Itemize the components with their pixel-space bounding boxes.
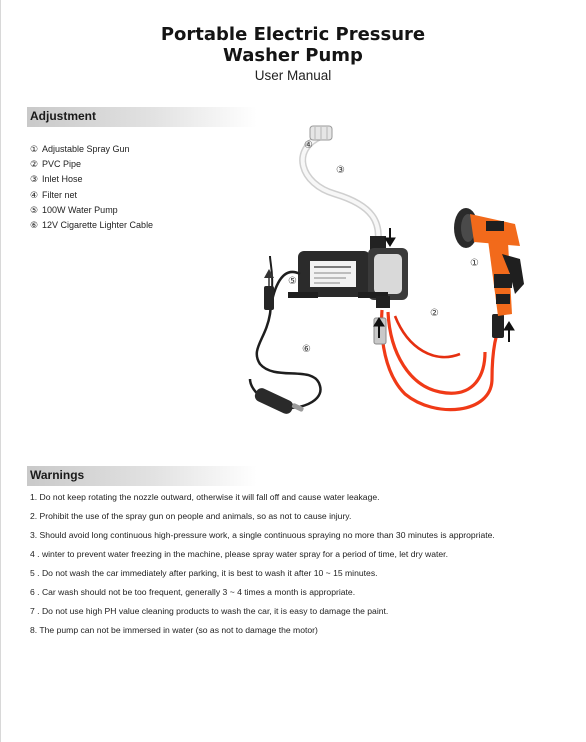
warning-item: 8. The pump can not be immersed in water (so as not to damage the motor) <box>30 625 318 635</box>
part-label: 100W Water Pump <box>42 204 118 215</box>
part-number: ⑤ <box>30 204 39 215</box>
subtitle: User Manual <box>254 68 332 83</box>
part-label: Filter net <box>42 189 78 200</box>
warning-item: 5 . Do not wash the car immediately after parking, it is best to wash it after 10 ~ 15 minutes. <box>30 568 378 578</box>
warnings-list <box>30 488 570 640</box>
part-label: 12V Cigarette Lighter Cable <box>42 220 154 231</box>
inlet-connector <box>370 236 386 250</box>
callout-4: ④ <box>304 140 313 151</box>
warning-item: 4 . winter to prevent water freezing in the machine, please spray water spray for a period of time, let dry water. <box>30 549 448 559</box>
parts-list-item <box>30 188 153 203</box>
part-number: ③ <box>30 174 39 185</box>
title-line-1: Portable Electric Pressure <box>160 24 426 45</box>
warning-item: 6 . Car wash should not be too frequent, generally 3 ~ 4 times a month is appropriate. <box>30 587 356 597</box>
warnings-heading: Warnings <box>30 468 85 482</box>
title-line-2: Washer Pump <box>223 45 363 66</box>
pvc-pipe <box>374 310 504 410</box>
adjustment-heading: Adjustment <box>30 109 96 123</box>
parts-list-item <box>30 157 153 172</box>
warning-item: 7 . Do not use high PH value cleaning products to wash the car, it is easy to damage the paint. <box>30 606 389 616</box>
water-pump <box>288 248 408 308</box>
part-label: PVC Pipe <box>42 159 82 170</box>
part-label: Adjustable Spray Gun <box>42 144 130 154</box>
filter-net <box>310 126 332 140</box>
parts-list-item <box>30 203 153 218</box>
part-number: ④ <box>30 189 39 200</box>
callout-6: ⑥ <box>302 344 311 355</box>
adjustment-heading-bar <box>27 107 257 127</box>
parts-list-item <box>30 172 153 187</box>
product-illustration <box>230 124 575 424</box>
inlet-hose <box>303 136 379 242</box>
page-border <box>0 0 1 742</box>
part-number: ② <box>30 159 39 170</box>
warning-item: 2. Prohibit the use of the spray gun on people and animals, so as not to cause injury. <box>30 511 352 521</box>
callout-5: ⑤ <box>288 276 297 287</box>
part-label: Inlet Hose <box>42 174 83 185</box>
callout-2: ② <box>430 308 439 319</box>
warnings-heading-bar <box>27 466 257 486</box>
warning-item: 1. Do not keep rotating the nozzle outward, otherwise it will fall off and cause water leakage. <box>30 492 380 502</box>
parts-list <box>30 142 153 233</box>
callout-3: ③ <box>336 165 345 176</box>
callout-1: ① <box>470 258 479 269</box>
part-number: ① <box>30 144 39 154</box>
adjustable-spray-gun <box>454 208 524 316</box>
part-number: ⑥ <box>30 220 39 231</box>
parts-list-item <box>30 142 153 157</box>
parts-list-item <box>30 218 153 233</box>
warning-item: 3. Should avoid long continuous high-pressure work, a single continuous spraying no more than 30 minutes is appropriate. <box>30 530 495 540</box>
title-block <box>0 24 586 85</box>
